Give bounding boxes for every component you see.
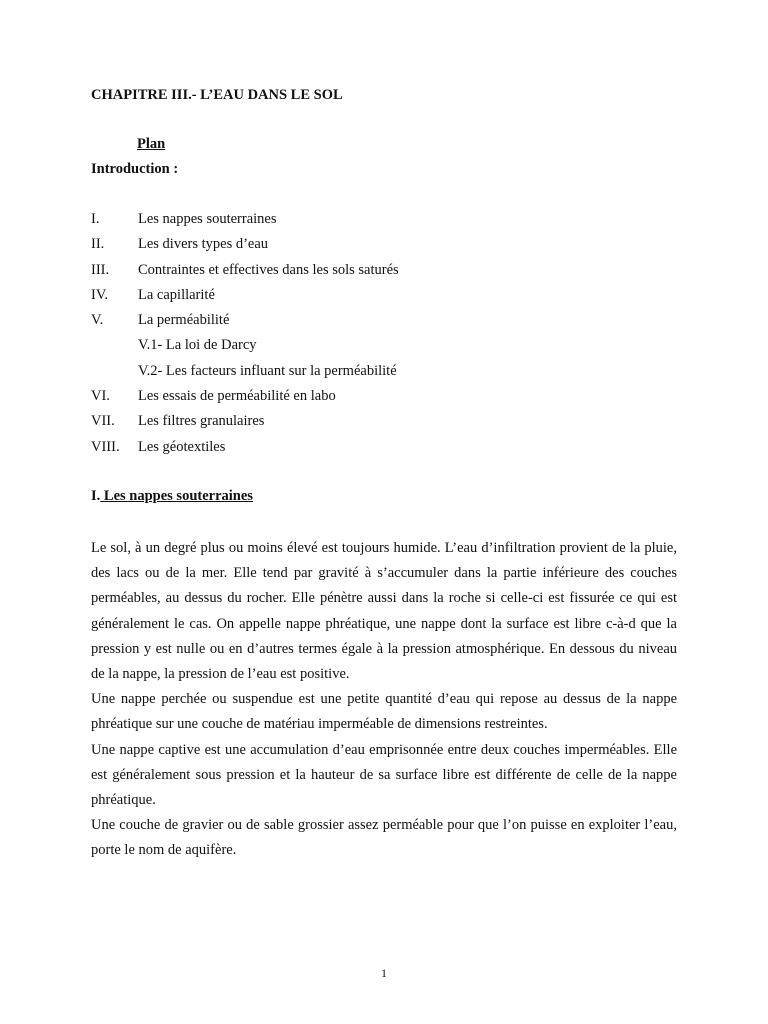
toc-item-number: I. xyxy=(91,211,100,227)
toc-item-number: V. xyxy=(91,312,104,329)
toc-subitem xyxy=(91,362,677,387)
paragraph: Une nappe perchée ou suspendue est une petite quantité d’eau qui repose au dessus de la nappe phréatique sur une couche de matériau imperméable de dimensions restreintes. xyxy=(91,691,677,733)
toc-item-number: IV. xyxy=(91,286,109,303)
toc-item xyxy=(91,438,677,463)
toc-item xyxy=(91,210,677,235)
paragraph: Une nappe captive est une accumulation d’eau emprisonnée entre deux couches imperméables. Elle est généralement sous pression et la hauteur de sa surface libre est différente de celle de la nappe phréatique. xyxy=(91,741,677,809)
section-heading xyxy=(91,488,253,505)
toc-item-label: Les géotextiles xyxy=(138,438,226,455)
section-body xyxy=(91,536,677,864)
toc-item-label: Les nappes souterraines xyxy=(138,211,277,227)
chapter-title: CHAPITRE III.- L’EAU DANS LE SOL xyxy=(91,87,343,103)
page-number: 1 xyxy=(381,966,387,980)
paragraph: Une couche de gravier ou de sable grossier assez perméable pour que l’on puisse en exploiter l’eau, porte le nom de aquifère. xyxy=(91,817,677,859)
toc-item xyxy=(91,235,677,260)
table-of-contents xyxy=(91,210,677,463)
toc-item-number: II. xyxy=(91,236,105,253)
toc-item-label: La capillarité xyxy=(138,286,215,303)
toc-item-number: VIII. xyxy=(91,438,120,455)
plan-heading: Plan xyxy=(137,136,166,152)
toc-item xyxy=(91,286,677,311)
toc-item-number: VI. xyxy=(91,388,110,405)
introduction-heading: Introduction : xyxy=(91,161,179,177)
toc-subitem-label: V.1- La loi de Darcy xyxy=(138,337,257,354)
toc-item-label: Les filtres granulaires xyxy=(138,413,265,430)
toc-item-label: La perméabilité xyxy=(138,312,230,329)
toc-item-number: VII. xyxy=(91,413,115,430)
toc-item xyxy=(91,261,677,286)
toc-subitem-label: V.2- Les facteurs influant sur la perméabilité xyxy=(138,362,397,379)
toc-item-label: Contraintes et effectives dans les sols saturés xyxy=(138,261,399,278)
toc-item xyxy=(91,412,677,437)
toc-item-label: Les divers types d’eau xyxy=(138,236,269,253)
section-title: Les nappes souterraines xyxy=(100,488,253,504)
toc-item xyxy=(91,311,677,336)
toc-item xyxy=(91,387,677,412)
document-page xyxy=(91,0,677,1024)
toc-item-number: III. xyxy=(91,261,110,278)
toc-item-label: Les essais de perméabilité en labo xyxy=(138,388,336,405)
toc-subitem xyxy=(91,336,677,361)
section-number: I. xyxy=(91,488,101,504)
paragraph: Le sol, à un degré plus ou moins élevé est toujours humide. L’eau d’infiltration provient de la pluie, des lacs ou de la mer. Elle tend par gravité à s’accumuler dans la partie inférieure des couches perméables, au dessus du rocher. Elle pénètre aussi dans la roche si celle-ci est fissurée ce qui est généralement le cas. On appelle nappe phréatique, une nappe dont la surface est libre c-à-d que la pression y est nulle ou en d’autres termes égale à la pression atmosphérique. En dessous du niveau de la nappe, la pression de l’eau est positive. xyxy=(91,540,677,683)
